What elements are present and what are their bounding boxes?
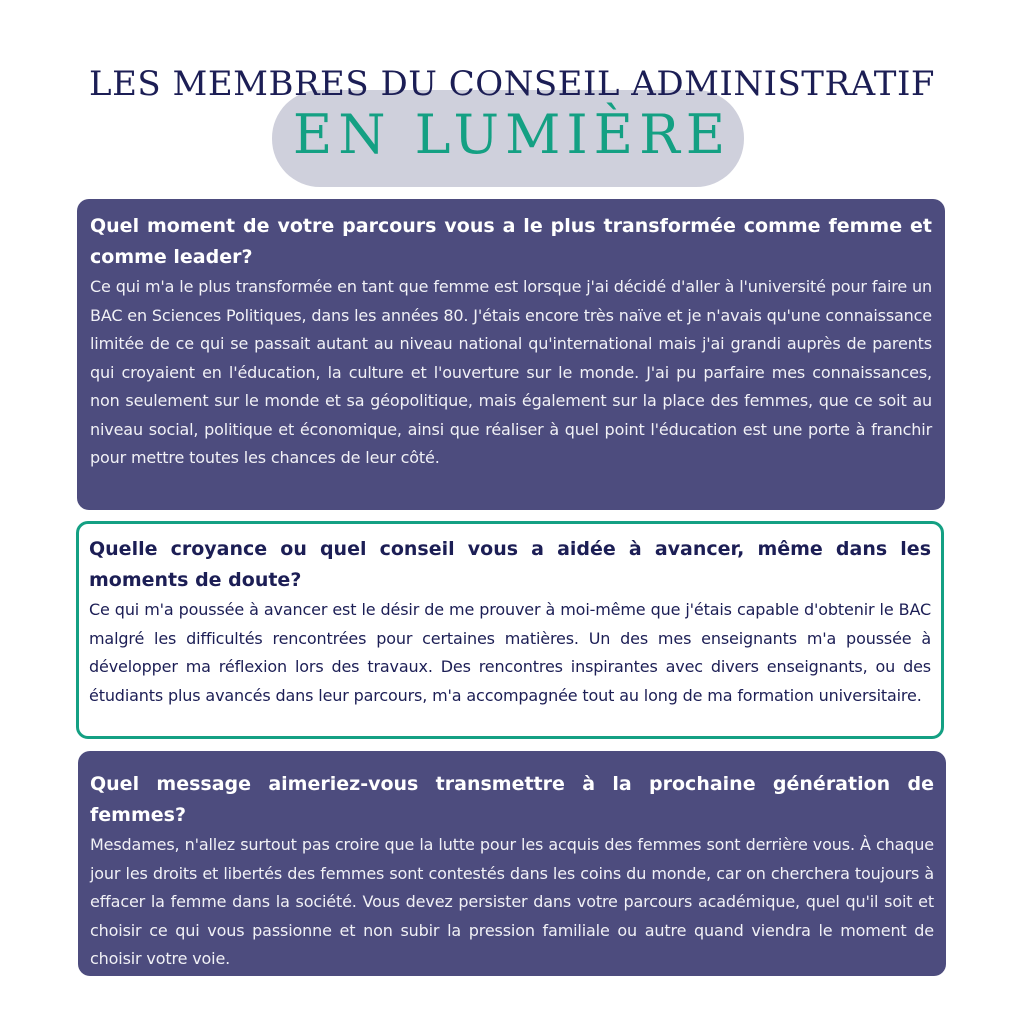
- answer-2: Ce qui m'a poussée à avancer est le désir de me prouver à moi-même que j'étais capable d'obtenir le BAC malgré les difficultés rencontrées pour certaines matières. Un des mes enseignants m'a poussée à développer ma réflexion lors des travaux. Des rencontres inspirantes avec divers enseignants, ou des étudiants plus avancés dans leur parcours, m'a accompagnée tout au long de ma formation universitaire.: [89, 600, 931, 705]
- page-title: EN LUMIÈRE: [292, 103, 732, 166]
- question-3: Quel message aimeriez-vous transmettre à la prochaine génération de femmes?: [90, 773, 934, 826]
- qa-card-transformation: [77, 199, 945, 510]
- answer-3: Mesdames, n'allez surtout pas croire que la lutte pour les acquis des femmes sont derrière vous. À chaque jour les droits et libertés des femmes sont contestés dans les coins du monde, car on cherchera toujours à effacer la femme dans la société. Vous devez persister dans votre parcours académique, quel qu'il soit et choisir ce qui vous passionne et non subir la pression familiale ou autre quand viendra le moment de choisir votre voie.: [90, 835, 934, 968]
- question-2: Quelle croyance ou quel conseil vous a aidée à avancer, même dans les moments de doute?: [89, 538, 931, 591]
- header: [0, 60, 1024, 195]
- answer-1: Ce qui m'a le plus transformée en tant que femme est lorsque j'ai décidé d'aller à l'université pour faire un BAC en Sciences Politiques, dans les années 80. J'étais encore très naïve et je n'avais qu'une connaissance limitée de ce qui se passait autant au niveau national qu'international mais j'ai grandi auprès de parents qui croyaient en l'éducation, la culture et l'ouverture sur le monde. J'ai pu parfaire mes connaissances, non seulement sur le monde et sa géopolitique, mais également sur la place des femmes, que ce soit au niveau social, politique et économique, ainsi que réaliser à quel point l'éducation est une porte à franchir pour mettre toutes les chances de leur côté.: [90, 277, 932, 467]
- qa-card-message: [78, 751, 946, 976]
- page-supertitle: LES MEMBRES DU CONSEIL ADMINISTRATIF: [89, 64, 935, 104]
- qa-card-belief: [76, 521, 944, 739]
- question-1: Quel moment de votre parcours vous a le plus transformée comme femme et comme leader?: [90, 215, 932, 268]
